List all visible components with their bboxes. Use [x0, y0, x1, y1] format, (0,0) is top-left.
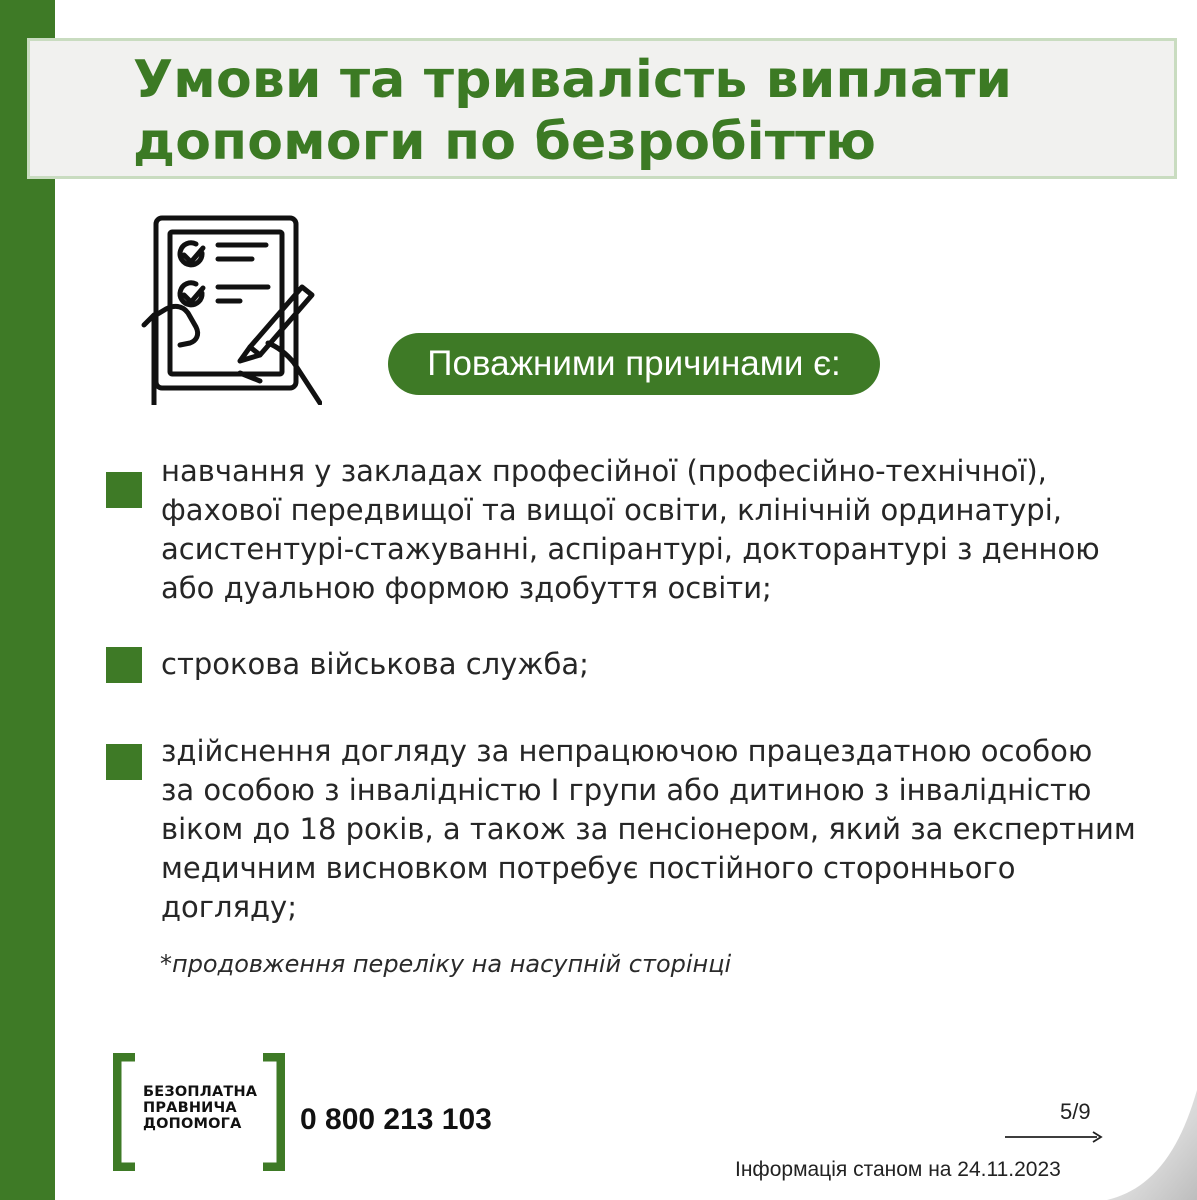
page-curl-decoration	[1107, 1090, 1197, 1200]
section-heading-pill: Поважними причинами є:	[388, 333, 880, 395]
square-bullet-icon	[106, 647, 142, 683]
hotline-phone[interactable]: 0 800 213 103	[300, 1103, 492, 1136]
title-line-2: допомоги по безробіттю	[133, 112, 877, 172]
legal-aid-logo	[113, 1053, 285, 1171]
logo-line-2: ПРАВНИЧА	[143, 1100, 237, 1116]
continuation-note: *продовження переліку на насупній сторінці	[160, 950, 732, 978]
title-line-1: Умови та тривалість виплати	[133, 50, 1013, 110]
title-box	[27, 38, 1177, 179]
page-title	[133, 49, 1012, 173]
arrow-right-icon[interactable]	[1003, 1130, 1103, 1144]
checklist-with-pen-icon	[140, 215, 322, 405]
list-item-text: здійснення догляду за непрацюючою працездатною особою за особою з інвалідністю I групи або дитиною з інвалідністю віком до 18 років, а також за пенсіонером, який за експертним медичним висновком потребує постійного стороннього догляду;	[161, 734, 1136, 924]
list-item-text: строкова військова служба;	[161, 647, 589, 681]
square-bullet-icon	[106, 472, 142, 508]
info-date: Інформація станом на 24.11.2023	[735, 1158, 1061, 1181]
page-counter: 5/9	[1060, 1099, 1091, 1124]
list-item-text: навчання у закладах професійної (професійно-технічної), фахової передвищої та вищої освіти, клінічній ординатурі, асистентурі-стажуванні, аспірантурі, докторантурі з денною або дуальною формою здобуття освіти;	[161, 454, 1100, 605]
logo-line-3: ДОПОМОГА	[143, 1116, 242, 1132]
logo-line-1: БЕЗОПЛАТНА	[143, 1084, 258, 1100]
logo-text	[143, 1084, 257, 1132]
left-accent-bar	[0, 0, 55, 1200]
square-bullet-icon	[106, 744, 142, 780]
